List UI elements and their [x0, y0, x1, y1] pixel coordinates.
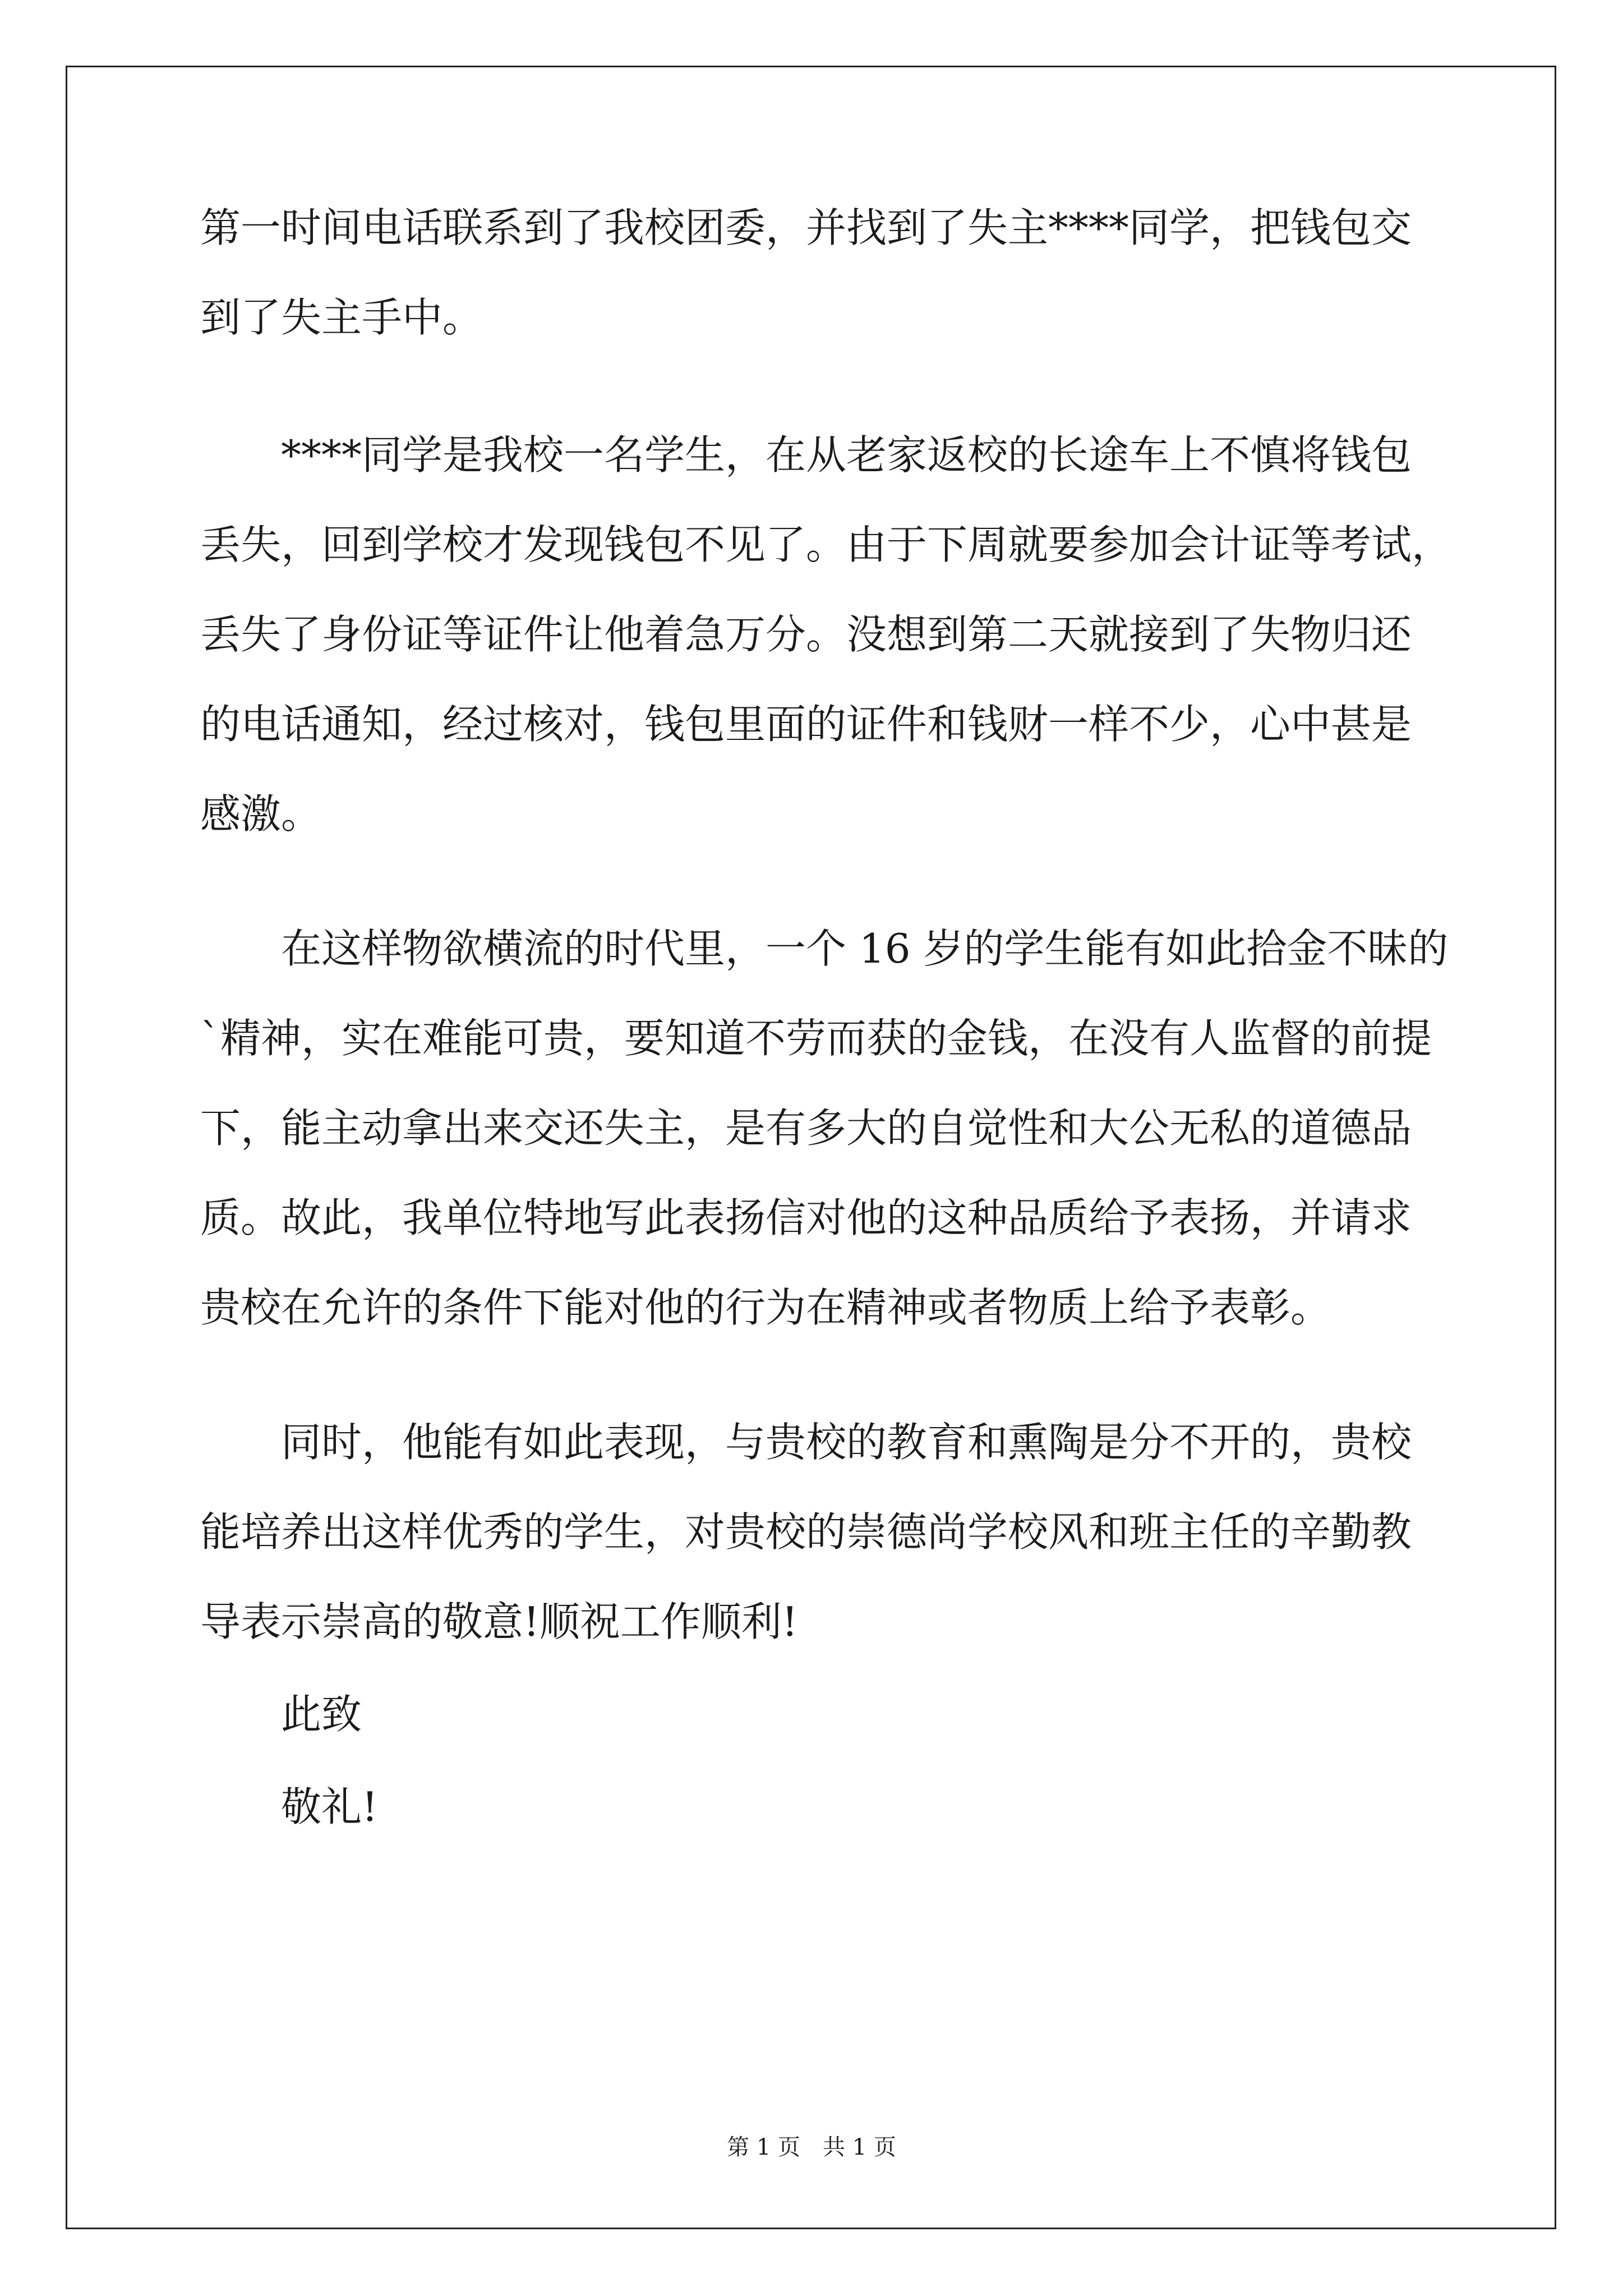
text-line: 丢失，回到学校才发现钱包不见了。由于下周就要参加会计证等考试， [200, 521, 1453, 568]
text-line: 感激。 [200, 790, 322, 838]
text-line: 第一时间电话联系到了我校团委，并找到了失主****同学，把钱包交 [200, 204, 1412, 251]
text-line: ****同学是我校一名学生，在从老家返校的长途车上不慎将钱包 [281, 431, 1412, 478]
text-line: 丢失了身份证等证件让他着急万分。没想到第二天就接到了失物归还 [200, 611, 1412, 658]
text-line: 下，能主动拿出来交还失主，是有多大的自觉性和大公无私的道德品 [200, 1105, 1412, 1152]
text-line: 质。故此，我单位特地写此表扬信对他的这种品质给予表扬，并请求 [200, 1194, 1412, 1241]
closing-regards: 敬礼! [281, 1783, 378, 1830]
text-line: 到了失主手中。 [200, 294, 483, 341]
page-footer: 第 1 页 共 1 页 [727, 2134, 896, 2160]
text-line: 贵校在允许的条件下能对他的行为在精神或者物质上给予表彰。 [200, 1284, 1331, 1331]
closing-salutation: 此致 [281, 1691, 362, 1738]
text-line: `精神，实在难能可贵，要知道不劳而获的金钱，在没有人监督的前提 [200, 1015, 1432, 1062]
text-line: 同时，他能有如此表现，与贵校的教育和熏陶是分不开的，贵校 [281, 1419, 1412, 1466]
text-line: 在这样物欲横流的时代里，一个 16 岁的学生能有如此拾金不昧的 [281, 925, 1449, 972]
text-line: 导表示崇高的敬意!顺祝工作顺利! [200, 1598, 798, 1645]
text-line: 的电话通知，经过核对，钱包里面的证件和钱财一样不少，心中甚是 [200, 701, 1412, 748]
text-line: 能培养出这样优秀的学生，对贵校的崇德尚学校风和班主任的辛勤教 [200, 1508, 1412, 1556]
